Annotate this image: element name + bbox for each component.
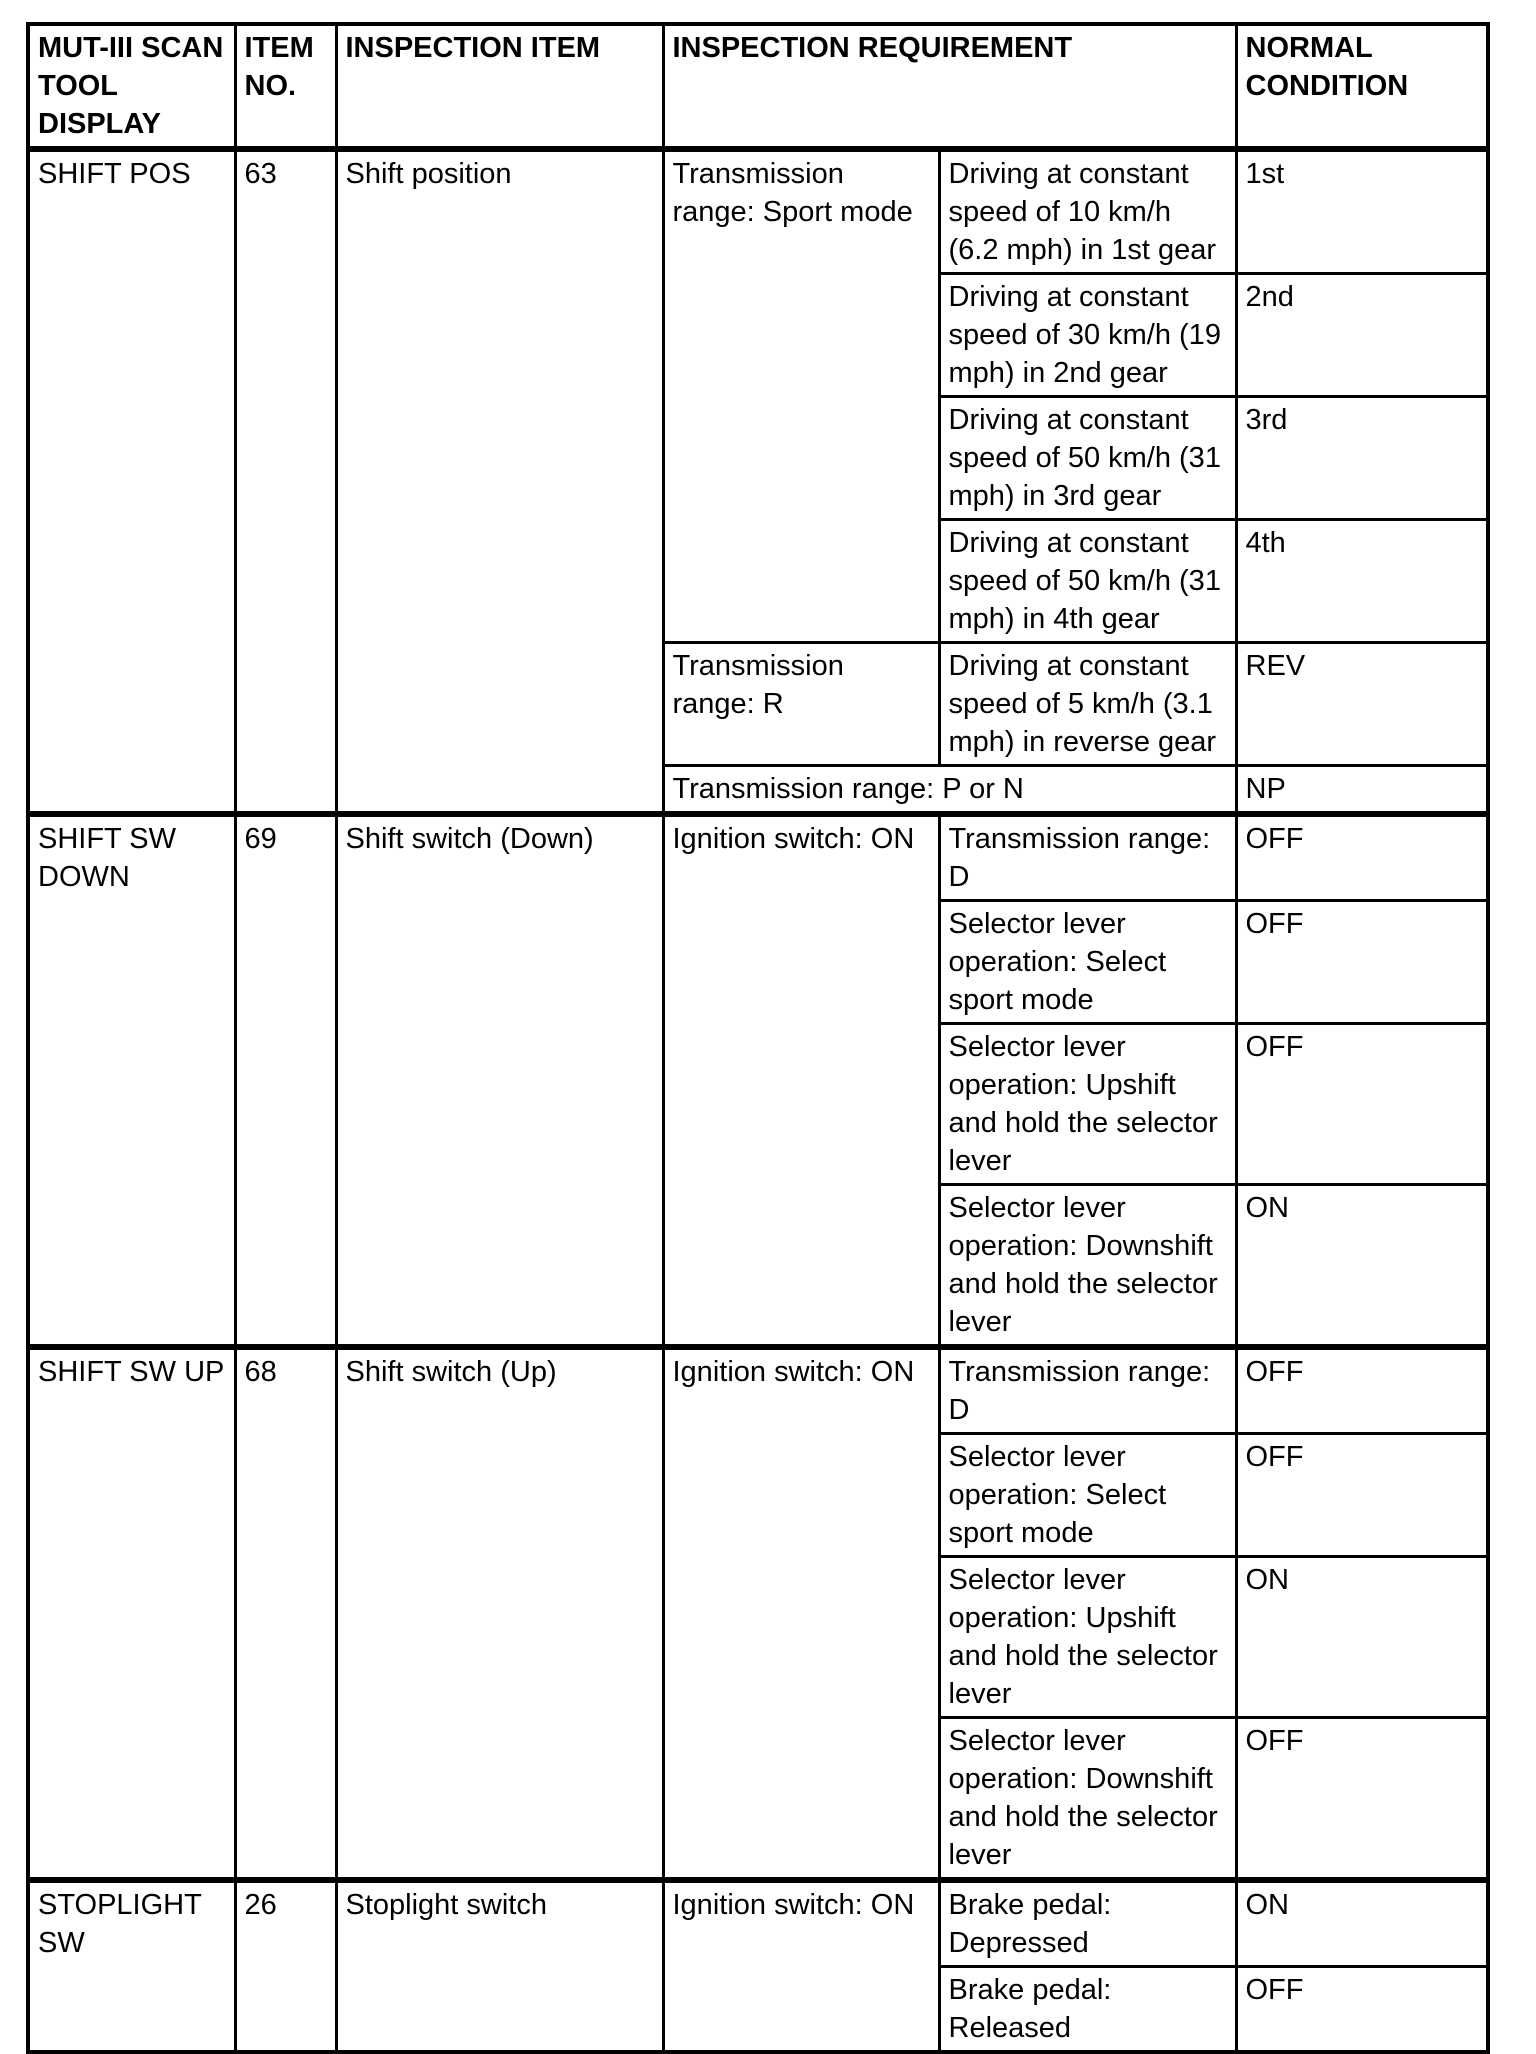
cell-inspection-item: Shift switch (Down) bbox=[336, 814, 663, 1347]
cell-item-no: 63 bbox=[235, 149, 336, 814]
cell-normal-condition: OFF bbox=[1236, 814, 1488, 901]
cell-requirement-detail: Transmission range: D bbox=[939, 1347, 1236, 1434]
cell-inspection-item: Shift switch (Up) bbox=[336, 1347, 663, 1880]
cell-normal-condition: 3rd bbox=[1236, 397, 1488, 520]
cell-normal-condition: REV bbox=[1236, 643, 1488, 766]
table-row bbox=[28, 814, 1488, 901]
cell-display-stoplight-sw: STOPLIGHT SW bbox=[28, 1880, 235, 2052]
header-scan-tool-display: MUT-III SCAN TOOL DISPLAY bbox=[28, 24, 235, 149]
cell-normal-condition: 2nd bbox=[1236, 274, 1488, 397]
cell-requirement-detail: Driving at constant speed of 50 km/h (31 mph) in 4th gear bbox=[939, 520, 1236, 643]
cell-requirement: Ignition switch: ON bbox=[663, 1880, 939, 2052]
cell-normal-condition: OFF bbox=[1236, 901, 1488, 1024]
cell-normal-condition: OFF bbox=[1236, 1967, 1488, 2053]
inspection-table bbox=[26, 22, 1490, 2054]
cell-requirement-detail: Selector lever operation: Downshift and hold the selector lever bbox=[939, 1718, 1236, 1881]
header-inspection-requirement: INSPECTION REQUIREMENT bbox=[663, 24, 1236, 149]
table-row bbox=[28, 1880, 1488, 1967]
cell-normal-condition: OFF bbox=[1236, 1024, 1488, 1185]
cell-inspection-item: Stoplight switch bbox=[336, 1880, 663, 2052]
header-inspection-item: INSPECTION ITEM bbox=[336, 24, 663, 149]
table-row bbox=[28, 1347, 1488, 1434]
cell-display-shift-sw-down: SHIFT SW DOWN bbox=[28, 814, 235, 1347]
cell-normal-condition: 1st bbox=[1236, 149, 1488, 274]
cell-requirement-detail: Brake pedal: Released bbox=[939, 1967, 1236, 2053]
cell-requirement-detail: Selector lever operation: Select sport mode bbox=[939, 901, 1236, 1024]
cell-requirement-detail: Driving at constant speed of 5 km/h (3.1 mph) in reverse gear bbox=[939, 643, 1236, 766]
cell-normal-condition: 4th bbox=[1236, 520, 1488, 643]
cell-normal-condition: ON bbox=[1236, 1557, 1488, 1718]
cell-normal-condition: OFF bbox=[1236, 1718, 1488, 1881]
cell-requirement-detail: Driving at constant speed of 30 km/h (19 mph) in 2nd gear bbox=[939, 274, 1236, 397]
cell-display-shift-sw-up: SHIFT SW UP bbox=[28, 1347, 235, 1880]
cell-normal-condition: ON bbox=[1236, 1880, 1488, 1967]
cell-requirement: Transmission range: Sport mode bbox=[663, 149, 939, 643]
cell-requirement-detail: Driving at constant speed of 10 km/h (6.2 mph) in 1st gear bbox=[939, 149, 1236, 274]
cell-requirement: Transmission range: R bbox=[663, 643, 939, 766]
header-item-no: ITEM NO. bbox=[235, 24, 336, 149]
table-row bbox=[28, 149, 1488, 274]
cell-requirement-detail: Selector lever operation: Downshift and hold the selector lever bbox=[939, 1185, 1236, 1348]
cell-requirement-full: Transmission range: P or N bbox=[663, 766, 1236, 815]
cell-requirement-detail: Brake pedal: Depressed bbox=[939, 1880, 1236, 1967]
cell-requirement-detail: Transmission range: D bbox=[939, 814, 1236, 901]
cell-display-shift-pos: SHIFT POS bbox=[28, 149, 235, 814]
cell-requirement-detail: Selector lever operation: Upshift and hold the selector lever bbox=[939, 1024, 1236, 1185]
header-normal-condition: NORMAL CONDITION bbox=[1236, 24, 1488, 149]
cell-normal-condition: OFF bbox=[1236, 1434, 1488, 1557]
cell-requirement-detail: Selector lever operation: Select sport mode bbox=[939, 1434, 1236, 1557]
cell-item-no: 26 bbox=[235, 1880, 336, 2052]
cell-requirement: Ignition switch: ON bbox=[663, 1347, 939, 1880]
cell-item-no: 68 bbox=[235, 1347, 336, 1880]
cell-requirement: Ignition switch: ON bbox=[663, 814, 939, 1347]
cell-requirement-detail: Driving at constant speed of 50 km/h (31 mph) in 3rd gear bbox=[939, 397, 1236, 520]
cell-inspection-item: Shift position bbox=[336, 149, 663, 814]
cell-normal-condition: ON bbox=[1236, 1185, 1488, 1348]
header-row bbox=[28, 24, 1488, 149]
cell-normal-condition: NP bbox=[1236, 766, 1488, 815]
cell-requirement-detail: Selector lever operation: Upshift and hold the selector lever bbox=[939, 1557, 1236, 1718]
cell-item-no: 69 bbox=[235, 814, 336, 1347]
cell-normal-condition: OFF bbox=[1236, 1347, 1488, 1434]
